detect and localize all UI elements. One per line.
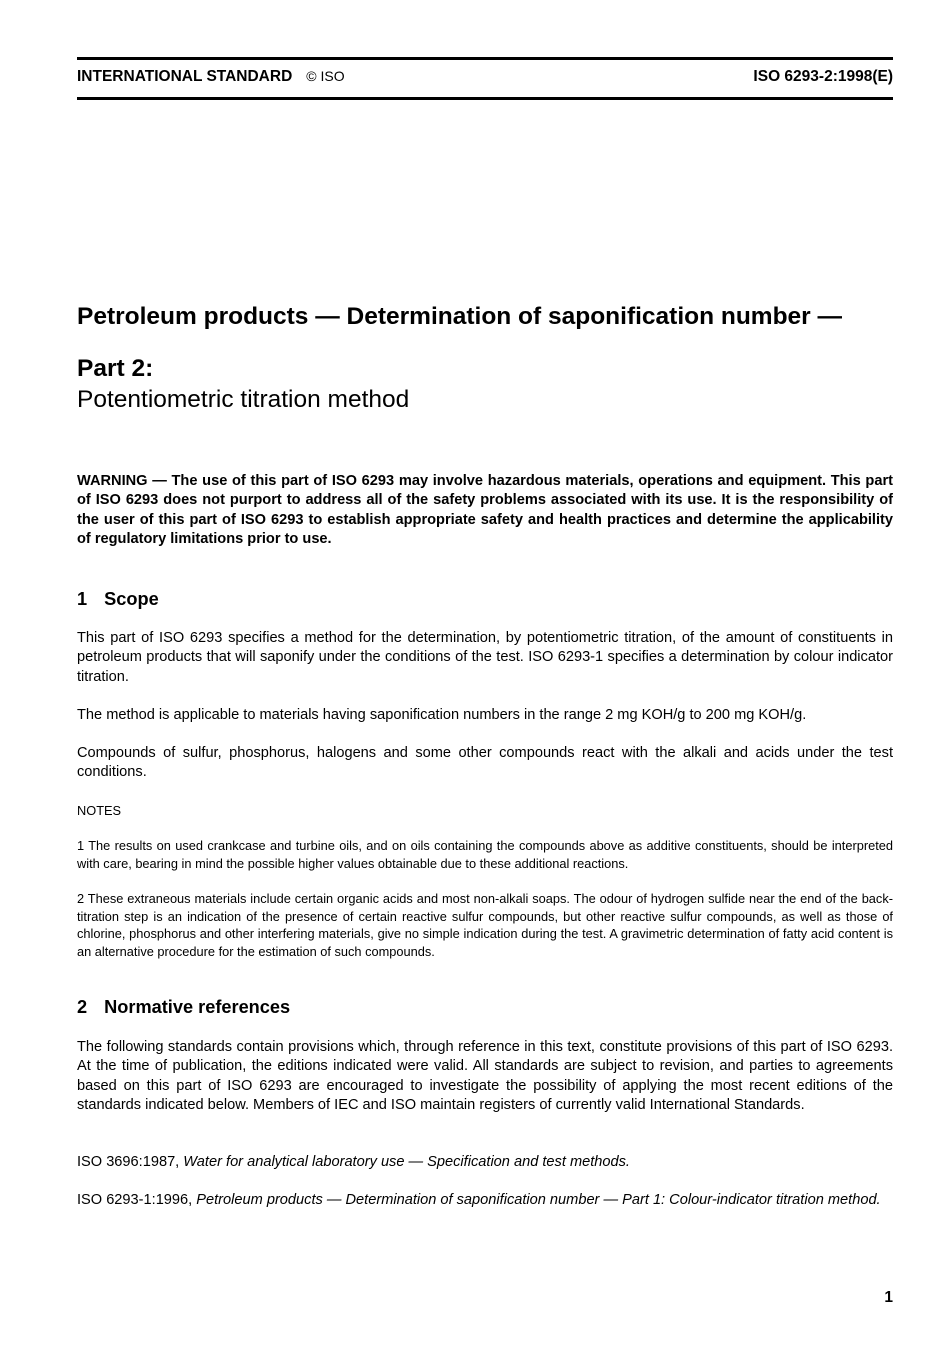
warning-statement: WARNING — The use of this part of ISO 6293 may involve hazardous materials, operations and equipment. This part of ISO 6293 does not purport to address all of the safety problems associated with its use. It is the responsibility of the user of this part of ISO 6293 to establish appropriate safety and health practices and determine the applicability of regulatory limitations prior to use. (77, 473, 893, 548)
notes-label: NOTES (77, 803, 122, 818)
part-title: Potentiometric titration method (77, 386, 410, 413)
scope-paragraph: Compounds of sulfur, phosphorus, halogens and some other compounds react with the alkali and acids under the test conditions. (77, 745, 893, 781)
scope-paragraph: This part of ISO 6293 specifies a method for the determination, by potentiometric titration, of the amount of constituents in petroleum products that will saponify under the conditions of the test. ISO 6293-1 specifies a determination by colour indicator titration. (77, 630, 893, 685)
reference-item (77, 1153, 893, 1172)
reference-code: ISO 6293-1:1996, (77, 1192, 197, 1208)
header-top-rule (77, 57, 893, 60)
reference-title: Petroleum products — Determination of saponification number — Part 1: Colour-indicator titration method. (196, 1192, 881, 1208)
copyright-notice: © ISO (306, 68, 345, 84)
running-header (77, 68, 893, 86)
scope-paragraph: The method is applicable to materials having saponification numbers in the range 2 mg KOH/g to 200 mg KOH/g. (77, 707, 807, 723)
document-number: ISO 6293-2:1998(E) (753, 68, 893, 85)
scope-heading-number: 1 (77, 589, 88, 609)
note-item: 1 The results on used crankcase and turbine oils, and on oils containing the compounds above as additive constituents, should be interpreted with care, bearing in mind the possible higher values obtainable due to these additional reactions. (77, 838, 893, 871)
document-title: Petroleum products — Determination of saponification number — (77, 303, 843, 330)
header-left (77, 68, 345, 86)
scope-heading (77, 589, 159, 610)
standard-label: INTERNATIONAL STANDARD (77, 68, 293, 85)
normative-heading-number: 2 (77, 997, 88, 1017)
reference-item (77, 1191, 893, 1210)
normative-heading-text: Normative references (104, 997, 291, 1017)
reference-code: ISO 3696:1987, (77, 1154, 184, 1170)
normative-references-heading (77, 997, 290, 1018)
normative-intro: The following standards contain provisions which, through reference in this text, constitute provisions of this part of ISO 6293. At the time of publication, the editions indicated were valid. All standards are subject to revision, and parties to agreements based on this part of ISO 6293 are encouraged to investigate the possibility of applying the most recent editions of the standards indicated below. Members of IEC and ISO maintain registers of currently valid International Standards. (77, 1039, 893, 1113)
page-number: 1 (884, 1289, 893, 1306)
note-item: 2 These extraneous materials include certain organic acids and most non-alkali soaps. The odour of hydrogen sulfide near the end of the back-titration step is an indication of the presence of certain reactive sulfur compounds, but other reactive sulfur compounds, as well as those of chlorine, phosphorus and other interfering materials, give no simple indication during the test. A gravimetric determination of fatty acid content is an alternative procedure for the estimation of such compounds. (77, 891, 893, 960)
reference-title: Water for analytical laboratory use — Specification and test methods. (183, 1154, 630, 1170)
scope-heading-text: Scope (104, 589, 159, 609)
part-number: Part 2: (77, 355, 154, 382)
header-bottom-rule (77, 97, 893, 100)
